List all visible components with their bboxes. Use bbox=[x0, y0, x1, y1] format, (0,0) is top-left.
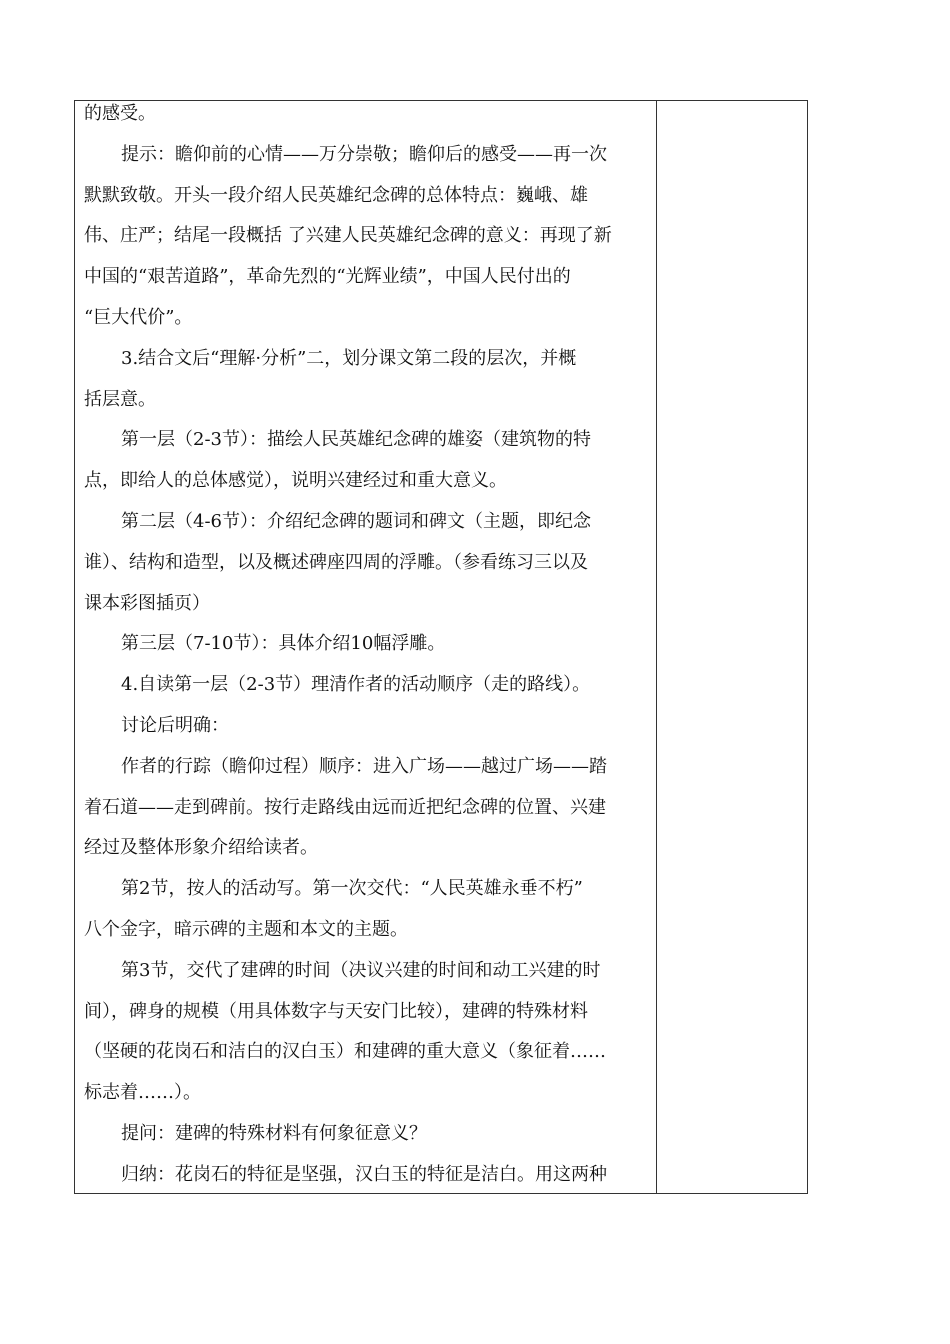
text-line: “巨大代价”。 bbox=[84, 306, 193, 328]
text-line: 第2节，按人的活动写。第一次交代：“人民英雄永垂不朽” bbox=[121, 878, 583, 900]
text-line: 作者的行踪（瞻仰过程）顺序：进入广场——越过广场——踏 bbox=[121, 755, 607, 777]
text-line: 谁）、结构和造型，以及概述碑座四周的浮雕。（参看练习三以及 bbox=[84, 551, 588, 573]
text-line: 点，即给人的总体感觉），说明兴建经过和重大意义。 bbox=[84, 470, 507, 492]
text-line: 经过及整体形象介绍给读者。 bbox=[84, 837, 318, 859]
text-line: 4.自读第一层（2-3节）理清作者的活动顺序（走的路线）。 bbox=[121, 674, 591, 696]
text-line: 着石道——走到碑前。按行走路线由远而近把纪念碑的位置、兴建 bbox=[84, 796, 606, 818]
text-line: 第二层（4-6节）：介绍纪念碑的题词和碑文（主题，即纪念 bbox=[121, 510, 591, 532]
text-line: 八个金字，暗示碑的主题和本文的主题。 bbox=[84, 918, 408, 940]
text-line: 默默致敬。开头一段介绍人民英雄纪念碑的总体特点：巍峨、雄 bbox=[84, 184, 588, 206]
text-line: 讨论后明确： bbox=[121, 714, 229, 736]
text-line: 伟、庄严；结尾一段概括 了兴建人民英雄纪念碑的意义：再现了新 bbox=[84, 225, 612, 247]
text-line: 第三层（7-10节）：具体介绍10幅浮雕。 bbox=[121, 633, 446, 655]
text-line: 中国的“艰苦道路”，革命先烈的“光辉业绩”，中国人民付出的 bbox=[84, 266, 571, 288]
text-line: 第3节，交代了建碑的时间（决议兴建的时间和动工兴建的时 bbox=[121, 959, 601, 981]
text-line: 归纳：花岗石的特征是坚强，汉白玉的特征是洁白。用这两种 bbox=[121, 1163, 607, 1185]
text-line: 的感受。 bbox=[84, 103, 156, 124]
text-line: （坚硬的花岗石和洁白的汉白玉）和建碑的重大意义（象征着…… bbox=[84, 1041, 606, 1063]
text-line: 提问：建碑的特殊材料有何象征意义？ bbox=[121, 1122, 427, 1144]
text-line: 3.结合文后“理解·分析”二，划分课文第二段的层次，并概 bbox=[121, 347, 577, 369]
lesson-table bbox=[74, 100, 808, 1194]
text-line: 提示：瞻仰前的心情——万分崇敬；瞻仰后的感受——再一次 bbox=[121, 143, 607, 165]
text-line: 第一层（2-3节）：描绘人民英雄纪念碑的雄姿（建筑物的特 bbox=[121, 429, 591, 451]
notes-cell bbox=[657, 101, 808, 1193]
text-line: 括层意。 bbox=[84, 388, 156, 410]
text-line: 标志着……）。 bbox=[84, 1082, 201, 1104]
text-line: 课本彩图插页） bbox=[84, 592, 210, 614]
text-line: 间），碑身的规模（用具体数字与天安门比较），建碑的特殊材料 bbox=[84, 1000, 588, 1022]
lesson-content-cell bbox=[75, 101, 656, 1193]
